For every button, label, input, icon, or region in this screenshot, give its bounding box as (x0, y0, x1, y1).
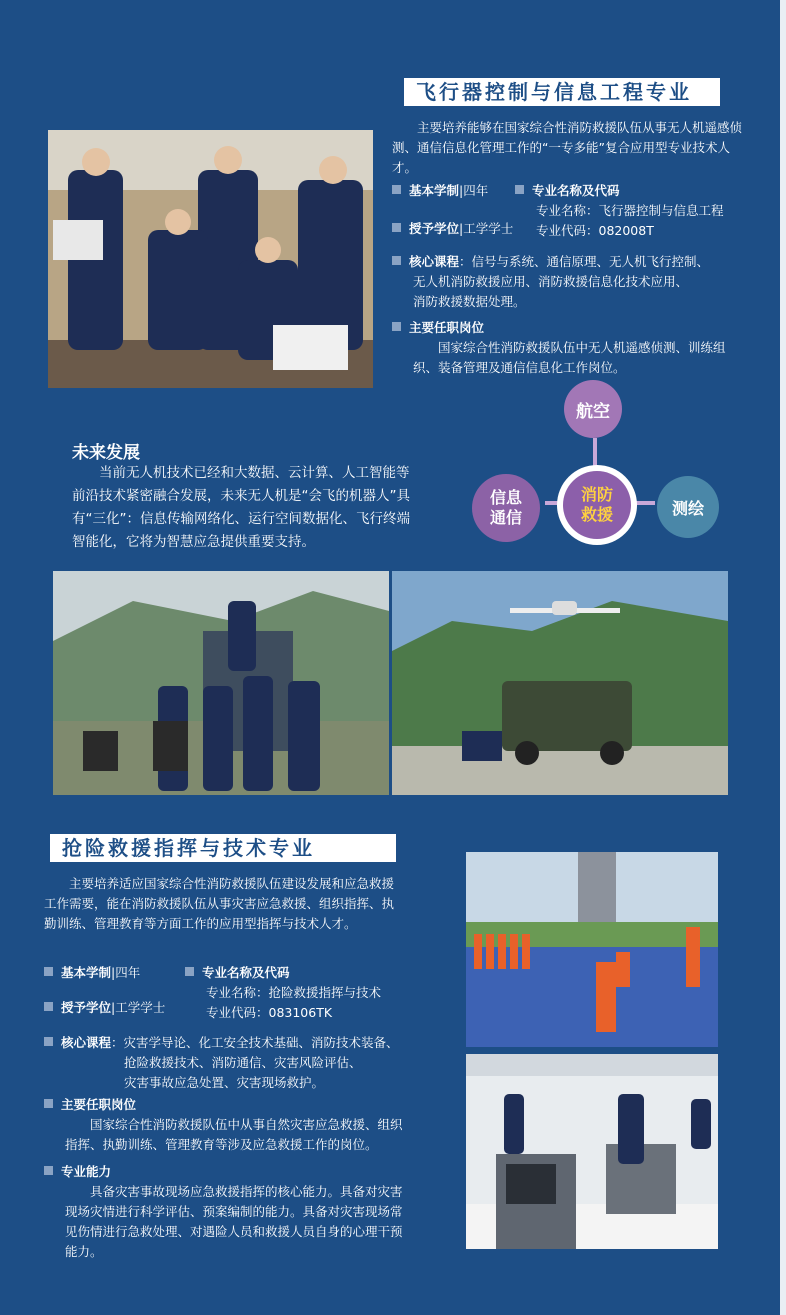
section2-duration: 基本学制|四年 (44, 963, 184, 983)
section1-degree: 授予学位|工学学士 (392, 219, 532, 239)
bullet-icon (44, 1099, 53, 1108)
ability-label: 专业能力 (61, 1164, 112, 1179)
section1-jobs (392, 318, 747, 378)
degree-value: 工学学士 (463, 221, 514, 236)
future-text: 当前无人机技术已经和大数据、云计算、人工智能等前沿技术紧密融合发展，未来无人机是“会飞的机器人”具有“三化”：信息传输网络化、运行空间数据化、飞行终端智能化，它将为智慧应急提供重要支持。 (72, 465, 410, 550)
section1-courses: 核心课程：信号与系统、通信原理、无人机飞行控制、 无人机消防救援应用、消防救援信息化技术应用、 消防救援数据处理。 (392, 252, 752, 312)
diagram-left-node: 信息通信 (472, 474, 540, 542)
duration-value: 四年 (463, 183, 489, 198)
courses-label: 核心课程 (61, 1035, 112, 1050)
jobs-label: 主要任职岗位 (409, 320, 485, 335)
duration-label: 基本学制 (61, 965, 112, 980)
section1-intro: 主要培养能够在国家综合性消防救援队伍从事无人机遥感侦测、通信信息化管理工作的“一专多能”复合应用型专业技术人才。 (392, 120, 743, 175)
major-code: 专业代码：083106TK (206, 1005, 333, 1020)
section2-major (185, 963, 415, 1023)
diagram-right-node: 测绘 (657, 476, 719, 538)
section2-courses: 核心课程：灾害学导论、化工安全技术基础、消防技术装备、 抢险救援技术、消防通信、灾害风险评估、 灾害事故应急处置、灾害现场救护。 (44, 1033, 424, 1093)
major-label: 专业名称及代码 (532, 183, 620, 198)
bullet-icon (392, 322, 401, 331)
bullet-icon (392, 223, 401, 232)
page-edge (780, 0, 786, 1315)
bullet-icon (515, 185, 524, 194)
drone-team-photo (48, 130, 373, 388)
section1-title: 飞行器控制与信息工程专业 (398, 78, 720, 106)
degree-value: 工学学士 (115, 1000, 166, 1015)
duration-value: 四年 (115, 965, 141, 980)
section2-jobs (44, 1095, 414, 1155)
section2-ability (44, 1162, 404, 1262)
section2-intro: 主要培养适应国家综合性消防救援队伍建设发展和应急救援工作需要，能在消防救援队伍从事灾害应急救援、组织指挥、执勤训练、管理教育等方面工作的应用型指挥与技术人才。 (44, 876, 395, 931)
degree-label: 授予学位 (409, 221, 460, 236)
bullet-icon (44, 1166, 53, 1175)
diagram-top-node: 航空 (564, 380, 622, 438)
major-name: 专业名称：抢险救援指挥与技术 (206, 985, 382, 1000)
section1-duration: 基本学制|四年 (392, 181, 512, 201)
bullet-icon (392, 256, 401, 265)
courses-line: 抢险救援技术、消防通信、灾害风险评估、 (124, 1055, 362, 1070)
courses-line: 无人机消防救援应用、消防救援信息化技术应用、 (413, 274, 689, 289)
duration-label: 基本学制 (409, 183, 460, 198)
section1-major (515, 181, 745, 241)
bullet-icon (185, 967, 194, 976)
jobs-text: 国家综合性消防救援队伍中从事自然灾害应急救援、组织指挥、执勤训练、管理教育等涉及应急救援工作的岗位。 (65, 1117, 403, 1152)
courses-line: 灾害事故应急处置、灾害现场救护。 (124, 1075, 325, 1090)
drone-operators-photo (53, 571, 389, 795)
major-name: 专业名称：飞行器控制与信息工程 (536, 203, 724, 218)
section2-title: 抢险救援指挥与技术专业 (44, 834, 396, 862)
bullet-icon (44, 1037, 53, 1046)
degree-label: 授予学位 (61, 1000, 112, 1015)
diagram-center-node (557, 465, 637, 545)
courses-line: 信号与系统、通信原理、无人机飞行控制、 (471, 254, 710, 269)
jobs-text: 国家综合性消防救援队伍中无人机遥感侦测、训练组织、装备管理及通信信息化工作岗位。 (413, 340, 726, 375)
major-code: 专业代码：082008T (536, 223, 654, 238)
ability-text: 具备灾害事故现场应急救援指挥的核心能力。具备对灾害现场灾情进行科学评估、预案编制的能力。具备对灾害现场常见伤情进行急救处理、对遇险人员和救援人员自身的心理干预能力。 (65, 1184, 403, 1259)
simulator-training-photo (466, 1054, 718, 1249)
bullet-icon (44, 967, 53, 976)
bullet-icon (392, 185, 401, 194)
drone-vehicle-photo (392, 571, 728, 795)
field-diagram (470, 378, 730, 558)
future-title: 未来发展 (72, 443, 140, 463)
courses-line: 消防救援数据处理。 (413, 294, 526, 309)
section2-degree: 授予学位|工学学士 (44, 998, 184, 1018)
diagram-center-inner: 消防救援 (563, 471, 631, 539)
bullet-icon (44, 1002, 53, 1011)
jobs-label: 主要任职岗位 (61, 1097, 137, 1112)
courses-line: 灾害学导论、化工安全技术基础、消防技术装备、 (123, 1035, 399, 1050)
courses-label: 核心课程 (409, 254, 460, 269)
rescue-training-photo (466, 852, 718, 1047)
major-label: 专业名称及代码 (202, 965, 290, 980)
